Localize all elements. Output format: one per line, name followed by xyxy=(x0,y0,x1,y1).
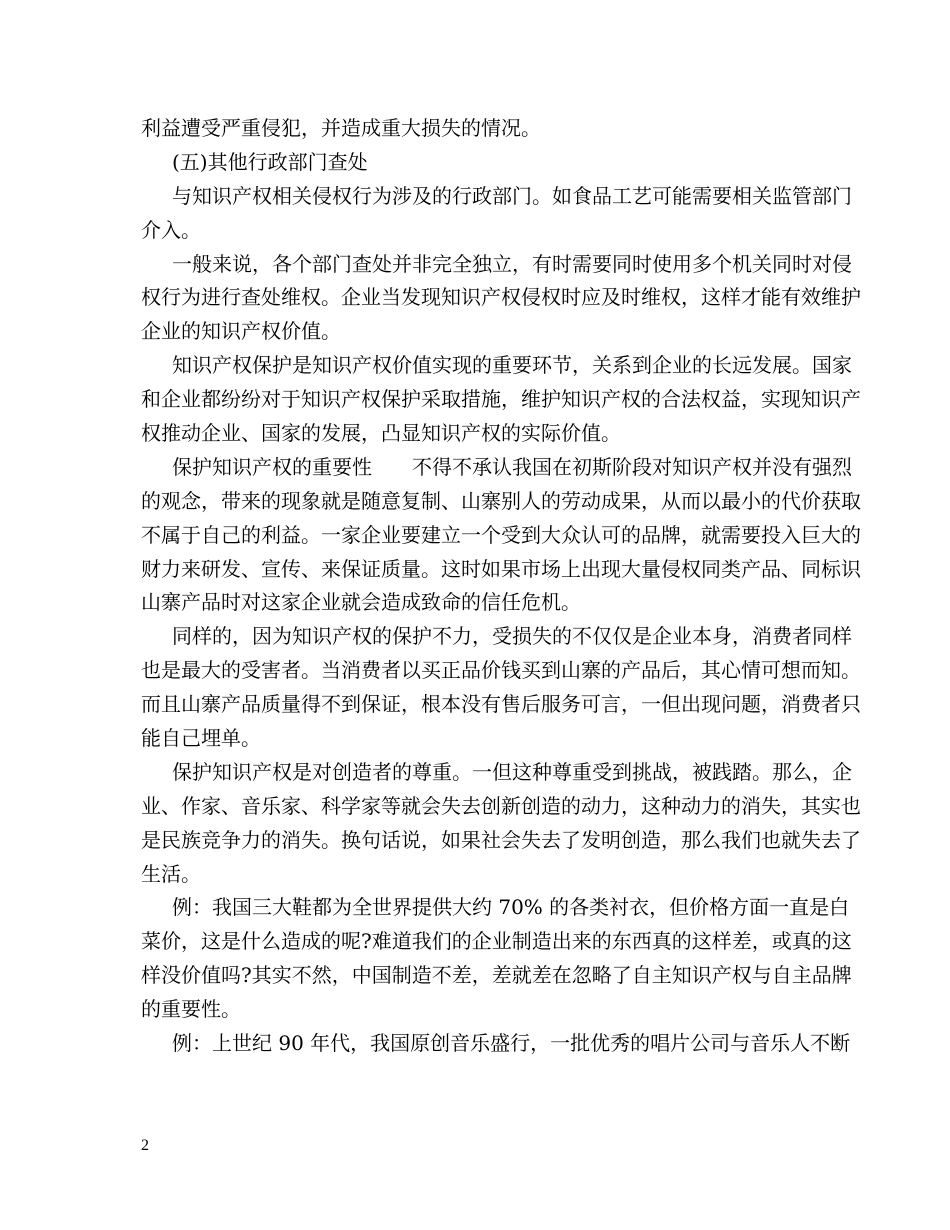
paragraph xyxy=(141,180,852,248)
text-line: 是民族竞争力的消失。换句话说，如果社会失去了发明创造，那么我们也就失去了 xyxy=(141,827,861,852)
text-line: 财力来研发、宣传、来保证质量。这时如果市场上出现大量侵权同类产品、同标识 xyxy=(141,556,861,581)
text-line: 知识产权保护是知识产权价值实现的重要环节，关系到企业的长远发展。国家 xyxy=(172,353,852,378)
text-line: 也是最大的受害者。当消费者以买正品价钱买到山寨的产品后，其心情可想而知。 xyxy=(141,658,861,683)
text-line: 企业的知识产权价值。 xyxy=(141,319,341,344)
paragraph xyxy=(141,756,861,892)
text-line: (五)其他行政部门查处 xyxy=(172,149,368,174)
text-line: 的重要性。 xyxy=(141,997,241,1022)
text-line: 权推动企业、国家的发展，凸显知识产权的实际价值。 xyxy=(141,421,621,446)
text-line: 能自己埋单。 xyxy=(141,726,261,751)
paragraph xyxy=(141,891,852,1027)
text-line: 同样的，因为知识产权的保护不力，受损失的不仅仅是企业本身，消费者同样 xyxy=(172,624,852,649)
paragraph xyxy=(141,248,861,350)
text-line: 和企业都纷纷对于知识产权保护采取措施，维护知识产权的合法权益，实现知识产 xyxy=(141,387,861,412)
paragraph xyxy=(141,349,861,451)
text-line: 样没价值吗?其实不然，中国制造不差，差就差在忽略了自主知识产权与自主品牌 xyxy=(141,963,852,988)
text-line: 保护知识产权的重要性 不得不承认我国在初斯阶段对知识产权并没有强烈 xyxy=(172,454,852,479)
text-line: 的观念，带来的现象就是随意复制、山寨别人的劳动成果，从而以最小的代价获取 xyxy=(141,488,861,513)
text-line: 菜价，这是什么造成的呢?难道我们的企业制造出来的东西真的这样差，或真的这 xyxy=(141,929,852,954)
paragraph xyxy=(141,1027,851,1061)
text-line: 利益遭受严重侵犯，并造成重大损失的情况。 xyxy=(141,116,541,140)
text-line: 山寨产品时对这家企业就会造成致命的信任危机。 xyxy=(141,590,581,615)
text-line: 一般来说，各个部门查处并非完全独立，有时需要同时使用多个机关同时对侵 xyxy=(172,251,852,276)
text-line: 而且山寨产品质量得不到保证，根本没有售后服务可言，一但出现问题，消费者只 xyxy=(141,692,861,717)
text-line: 不属于自己的利益。一家企业要建立一个受到大众认可的品牌，就需要投入巨大的 xyxy=(141,522,861,547)
text-line: 权行为进行查处维权。企业当发现知识产权侵权时应及时维权，这样才能有效维护 xyxy=(141,285,861,310)
paragraph xyxy=(141,112,821,146)
text-line: 保护知识产权是对创造者的尊重。一但这种尊重受到挑战，被践踏。那么，企 xyxy=(172,759,852,784)
paragraph xyxy=(141,451,861,620)
paragraph xyxy=(141,620,861,756)
text-line: 业、作家、音乐家、科学家等就会失去创新创造的动力，这种动力的消失，其实也 xyxy=(141,793,861,818)
text-line: 例：我国三大鞋都为全世界提供大约 70% 的各类衬衣，但价格方面一直是白 xyxy=(172,895,850,920)
text-line: 与知识产权相关侵权行为涉及的行政部门。如食品工艺可能需要相关监管部门 xyxy=(172,183,852,208)
document-body xyxy=(141,112,861,1061)
text-line: 例：上世纪 90 年代，我国原创音乐盛行，一批优秀的唱片公司与音乐人不断 xyxy=(172,1031,851,1056)
paragraph xyxy=(141,146,821,180)
text-line: 生活。 xyxy=(141,861,201,886)
text-line: 介入。 xyxy=(141,217,201,242)
page-number: 2 xyxy=(141,1137,149,1154)
